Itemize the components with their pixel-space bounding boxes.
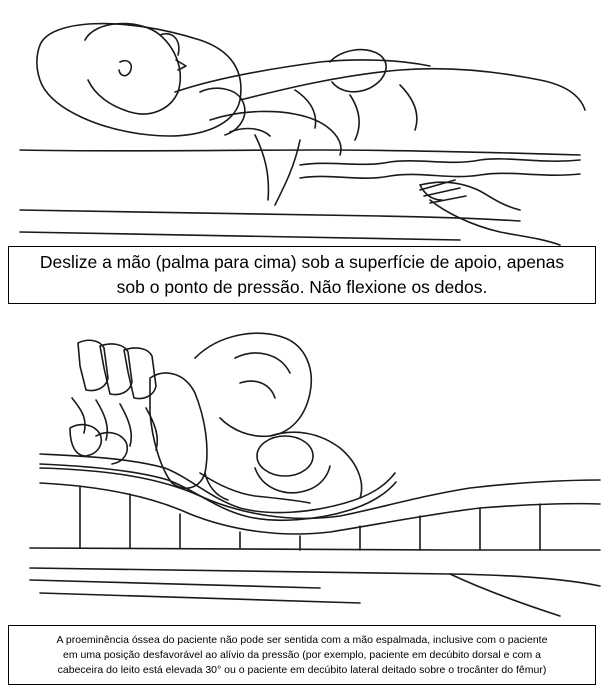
blanket-top: [240, 69, 585, 110]
mattress-bottom: [20, 232, 460, 240]
wrist: [450, 574, 560, 616]
skin-contour-2: [40, 464, 396, 520]
patient-ear: [119, 61, 131, 76]
sacrum: [150, 373, 207, 488]
top-caption-line-1: Deslize a mão (palma para cima) sob a superfície de apoio, apenas: [39, 252, 565, 272]
bottom-caption-text: [57, 633, 548, 678]
blanket-fold: [330, 50, 386, 92]
patient-shoulder: [175, 60, 430, 92]
ischium: [200, 473, 310, 503]
top-caption-text: [40, 250, 564, 300]
mattress-bottom: [30, 548, 600, 550]
blanket-fold-2: [200, 88, 245, 135]
mattress-top: [20, 150, 580, 155]
mattress-wavy-2: [300, 173, 580, 178]
pelvis-cross-section-illustration: [0, 318, 609, 623]
bottom-caption-box: [8, 625, 596, 685]
bottom-caption-line-3: cabeceira do leito está elevada 30° ou o paciente em decúbito lateral deitado sobre o trocânter do fêmur): [57, 663, 547, 676]
ilium-inner: [235, 353, 290, 398]
pelvis-lower: [270, 432, 362, 498]
bottom-caption-line-1: A proeminência óssea do paciente não pode ser sentida com a mão espalmada, inclusive com o paciente: [56, 633, 548, 646]
femoral-head: [257, 436, 313, 476]
patient-head: [85, 24, 180, 114]
patient-reclining-hand-check-illustration: [0, 0, 609, 250]
mattress-base: [20, 210, 520, 221]
hand-palm: [30, 568, 600, 586]
hand-fingers: [30, 580, 360, 603]
gown-folds: [295, 85, 417, 140]
top-caption-line-2: sob o ponto de pressão. Não flexione os dedos.: [116, 277, 488, 297]
top-caption-box: [8, 246, 596, 304]
bottom-caption-line-2: em uma posição desfavorável ao alívio da pressão (por exemplo, paciente em decúbito dorsal e com a: [62, 648, 541, 661]
mattress-wavy-1: [300, 159, 580, 165]
ilium: [195, 333, 311, 436]
hanging-sheet: [255, 135, 300, 205]
